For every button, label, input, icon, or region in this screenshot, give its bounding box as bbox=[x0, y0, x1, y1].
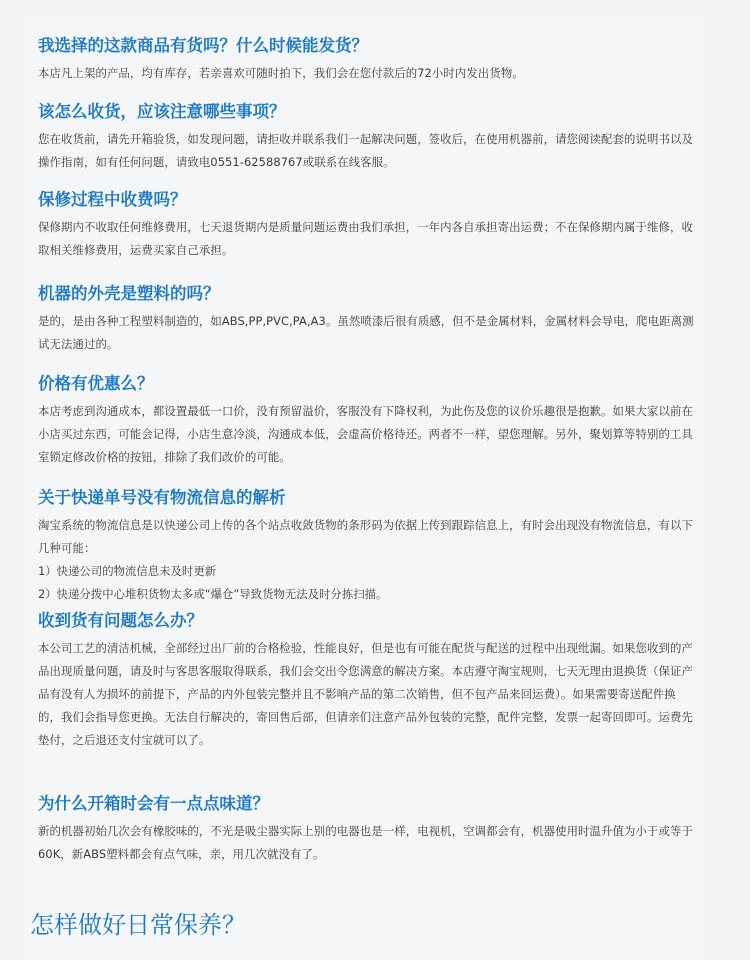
section-heading: 怎样做好日常保养？ bbox=[30, 911, 246, 939]
faq-item-plastic-shell bbox=[38, 282, 698, 356]
faq-item-stock bbox=[38, 34, 698, 85]
faq-question: 机器的外壳是塑料的吗？ bbox=[38, 284, 220, 303]
faq-item-warranty-fees bbox=[38, 188, 698, 262]
faq-question: 保修过程中收费吗？ bbox=[38, 190, 187, 209]
faq-question: 我选择的这款商品有货吗？什么时候能发货？ bbox=[38, 36, 368, 55]
faq-item-receiving bbox=[38, 100, 698, 174]
faq-question: 关于快递单号没有物流信息的解析 bbox=[38, 488, 286, 507]
faq-item-received-issue bbox=[38, 609, 698, 752]
faq-answer: 本店凡上架的产品，均有库存，若亲喜欢可随时拍下，我们会在您付款后的72小时内发出货物。 bbox=[38, 66, 524, 80]
faq-answer-list bbox=[38, 560, 698, 606]
list-item: 1）快递公司的物流信息未及时更新 bbox=[38, 564, 217, 578]
faq-answer: 本公司工艺的清洁机械，全部经过出厂前的合格检验，性能良好，但是也有可能在配货与配送的过程中出现纰漏。如果您收到的产品出现质量问题，请及时与客思客服取得联系，我们会交出令您满意的解决方案。本店遵守淘宝规则，七天无理由退换货（保证产品有没有人为损坏的前提下，产品的内外包装完整并且不影响产品的第二次销售，但不包产品来回运费）。如果需要寄送配件换的，我们会指导您更换。无法自行解决的，寄回售后部，但请亲们注意产品外包装的完整，配件完整，发票一起寄回即可。运费先垫付，之后退还支付宝就可以了。 bbox=[38, 641, 693, 747]
list-item: 2）快递分拨中心堆积货物太多或“爆仓”导致货物无法及时分拣扫描。 bbox=[38, 587, 388, 601]
faq-item-smell bbox=[38, 792, 698, 866]
faq-answer: 新的机器初始几次会有橡胶味的，不光是吸尘器实际上别的电器也是一样，电视机，空调都会有，机器使用时温升值为小于或等于60K，新ABS塑料都会有点气味，亲，用几次就没有了。 bbox=[38, 824, 693, 861]
faq-question: 该怎么收货，应该注意哪些事项？ bbox=[38, 102, 286, 121]
faq-question: 为什么开箱时会有一点点味道？ bbox=[38, 794, 269, 813]
faq-item-logistics bbox=[38, 486, 698, 606]
faq-question: 价格有优惠么？ bbox=[38, 374, 154, 393]
faq-answer: 保修期内不收取任何维修费用，七天退货期内是质量问题运费由我们承担，一年内各自承担寄出运费；不在保修期内属于维修，收取相关维修费用，运费买家自己承担。 bbox=[38, 220, 693, 257]
faq-answer: 是的，是由各种工程塑料制造的，如ABS,PP,PVC,PA,A3。虽然喷漆后很有质感，但不是金属材料，金属材料会导电，爬电距离测试无法通过的。 bbox=[38, 314, 694, 351]
faq-question: 收到货有问题怎么办？ bbox=[38, 611, 203, 630]
faq-item-discount bbox=[38, 372, 698, 469]
faq-answer: 本店考虑到沟通成本，都设置最低一口价，没有预留溢价，客服没有下降权利，为此伤及您的议价乐趣很是抱歉。如果大家以前在小店买过东西，可能会记得，小店生意冷淡，沟通成本低，会虚高价格待还。两者不一样，望您理解。另外，聚划算等特别的工具室锁定修改价格的按钮，排除了我们改价的可能。 bbox=[38, 404, 693, 464]
faq-answer: 淘宝系统的物流信息是以快递公司上传的各个站点收敛货物的条形码为依据上传到跟踪信息上，有时会出现没有物流信息，有以下几种可能： bbox=[38, 518, 693, 555]
faq-answer: 您在收货前，请先开箱验货，如发现问题，请拒收并联系我们一起解决问题，签收后，在使用机器前，请您阅读配套的说明书以及操作指南，如有任何问题，请致电0551-62588767或联系在线客服。 bbox=[38, 132, 693, 169]
